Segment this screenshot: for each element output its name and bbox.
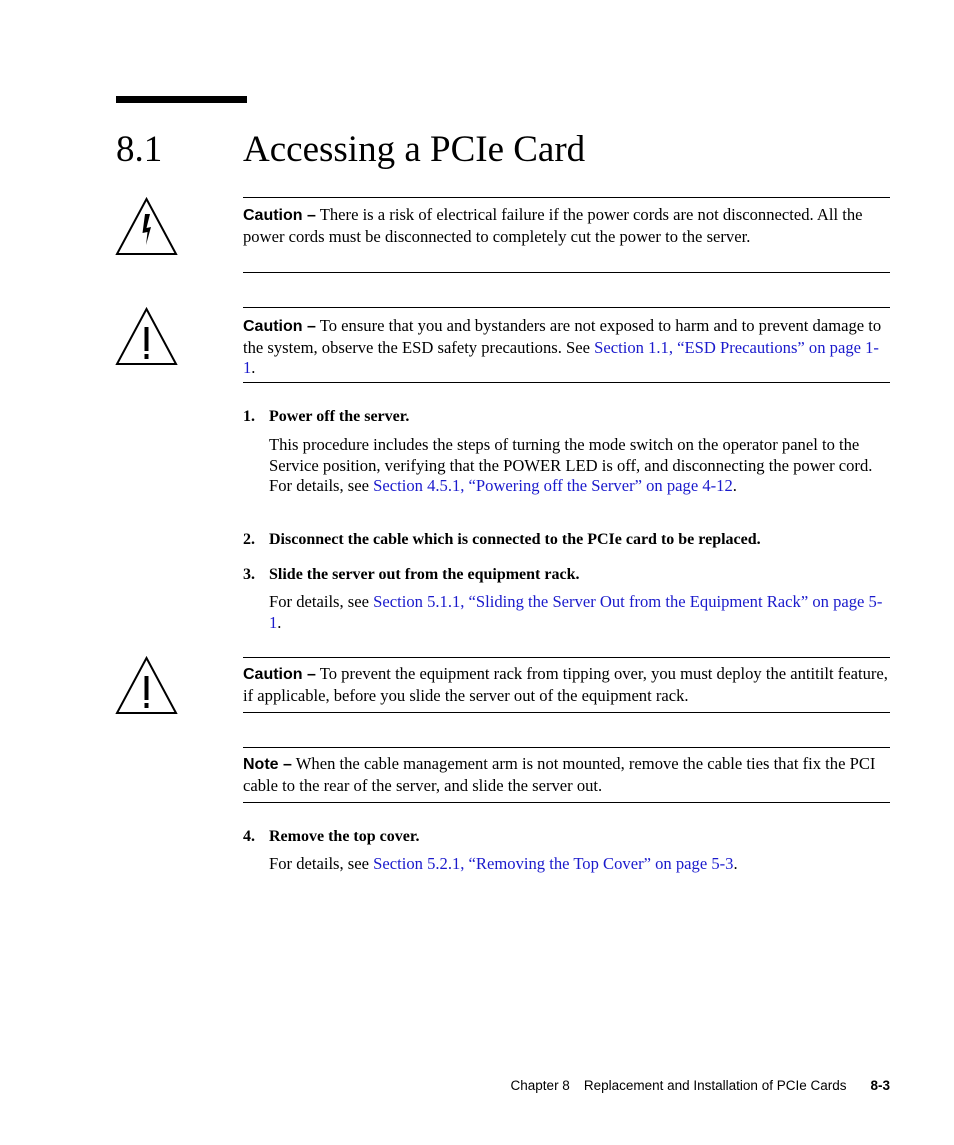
warning-icon [115,307,178,367]
caution-esd-box [243,307,890,383]
note-label: Note – [243,756,292,773]
caution-electrical-box [243,197,890,273]
page-number: 8-3 [870,1078,890,1093]
caution-label: Caution – [243,318,316,335]
note-text [243,754,890,796]
powering-off-link[interactable]: Section 4.5.1, “Powering off the Server” on page 4-12 [373,476,733,495]
step-3-heading [243,565,579,585]
caution-body: To prevent the equipment rack from tipping over, you must deploy the antitilt feature, if applicable, before you slide the server out of the equipment rack. [243,664,888,705]
step-title: Power off the server. [269,408,410,425]
note-box [243,747,890,803]
step-2-heading [243,530,761,550]
removing-top-cover-link[interactable]: Section 5.2.1, “Removing the Top Cover” on page 5-3 [373,854,734,873]
caution-label: Caution – [243,207,316,224]
step-number: 1. [243,408,255,425]
step-text-end: . [277,612,282,632]
section-number: 8.1 [116,129,163,170]
step-title: Remove the top cover. [269,828,420,845]
step-number: 3. [243,566,255,583]
step-title: Slide the server out from the equipment rack. [269,566,580,583]
step-text-end: . [732,476,737,495]
step-4-heading [243,827,419,847]
caution-end: . [251,358,256,377]
step-text: For details, see [269,592,374,611]
step-1-body [269,435,889,497]
step-4-body [269,854,889,875]
footer-chapter-title: Replacement and Installation of PCIe Cards [583,1078,847,1093]
step-text: This procedure includes the steps of turning the mode switch on the operator panel to the Service position, verifying that the POWER LED is off, and disconnecting the power cord. For details, see [269,435,873,495]
caution-tip-text [243,664,890,706]
caution-tip-box [243,657,890,713]
note-body: When the cable management arm is not mounted, remove the cable ties that fix the PCI cable to the rear of the server, and slide the server out. [243,754,876,795]
section-title: Accessing a PCIe Card [243,129,586,170]
section-rule [116,96,247,103]
step-1-heading [243,407,409,427]
electrical-hazard-icon [115,197,178,257]
step-number: 4. [243,828,255,845]
warning-icon [115,656,178,716]
footer-chapter: Chapter 8 [510,1078,570,1093]
caution-label: Caution – [243,666,316,683]
step-title: Disconnect the cable which is connected to the PCIe card to be replaced. [269,531,761,548]
page-footer [511,1078,890,1093]
step-3-body [269,592,889,633]
caution-electrical-text [243,205,890,247]
esd-precautions-link[interactable]: Section 1.1, “ESD Precautions” on page 1-1 [243,337,879,377]
step-number: 2. [243,531,255,548]
caution-body: There is a risk of electrical failure if the power cords are not disconnected. All the power cords must be disconnected to completely cut the power to the server. [243,205,863,246]
caution-body: To ensure that you and bystanders are not exposed to harm and to prevent damage to the system, observe the ESD safety precautions. See [243,316,882,357]
step-text: For details, see [269,854,374,873]
step-text-end: . [733,854,738,873]
sliding-server-link[interactable]: Section 5.1.1, “Sliding the Server Out from the Equipment Rack” on page 5-1 [269,592,883,632]
caution-esd-text [243,316,890,379]
